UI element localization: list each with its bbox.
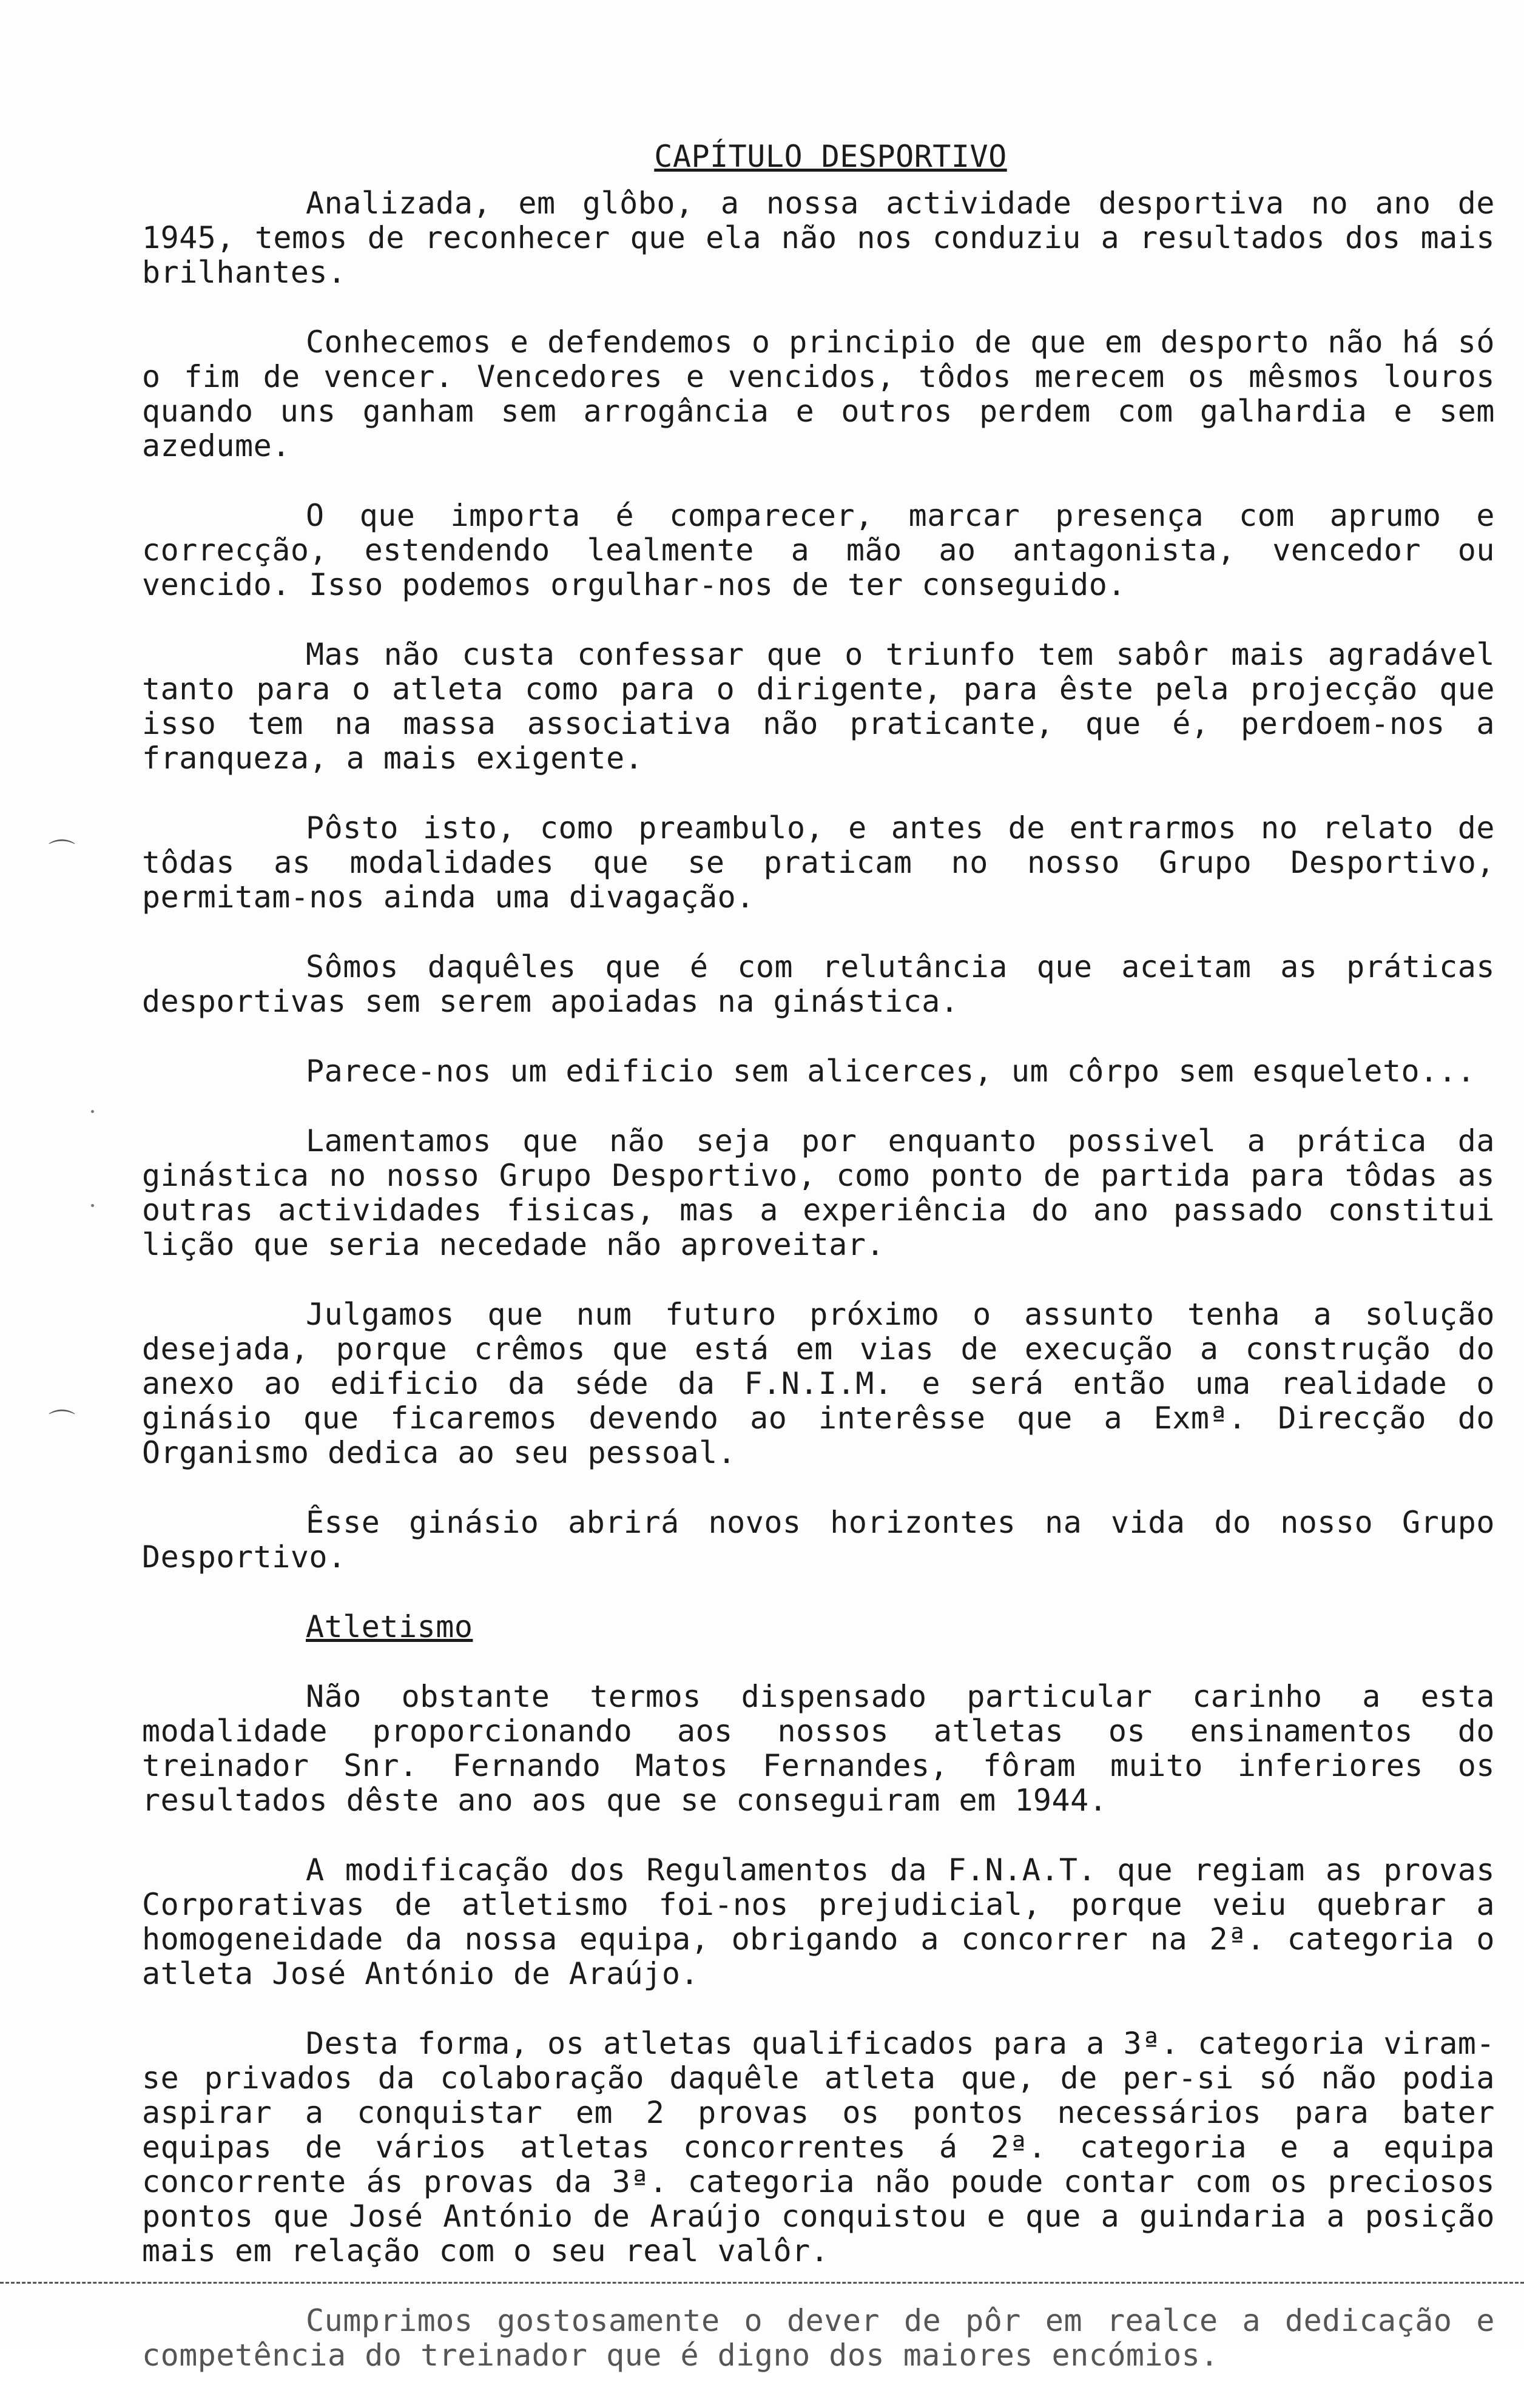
paragraph: Êsse ginásio abrirá novos horizontes na vida do nosso Grupo Desportivo.	[142, 1505, 1495, 1575]
paragraph: Pôsto isto, como preambulo, e antes de entrarmos no relato de tôdas as modalidades que se praticam no nosso Grupo Desportivo, permitam-nos ainda uma divagação.	[142, 810, 1495, 915]
paragraph: Desta forma, os atletas qualificados para a 3ª. categoria viram-se privados da colaboração daquêle atleta que, de per-si só não podia aspirar a conquistar em 2 provas os pontos necessários para bater equipas de vários atletas concorrentes á 2ª. categoria e a equipa concorrente ás provas da 3ª. categoria não poude contar com os preciosos pontos que José António de Araújo conquistou e que a guindaria a posição mais em relação com o seu real valôr.	[142, 2026, 1495, 2268]
bottom-edge-rule	[0, 2282, 1524, 2285]
paragraph: Conhecemos e defendemos o principio de que em desporto não há só o fim de vencer. Vencedores e vencidos, tôdos merecem os mêsmos louros quando uns ganham sem arrogância e outros perdem com galhardia e sem azedume.	[142, 325, 1495, 463]
paragraph: A modificação dos Regulamentos da F.N.A.T. que regiam as provas Corporativas de atletismo foi-nos prejudicial, porque veiu quebrar a homogeneidade da nossa equipa, obrigando a concorrer na 2ª. categoria o atleta José António de Araújo.	[142, 1852, 1495, 1991]
margin-mark-icon: ⌒	[49, 1408, 75, 1439]
page-title: CAPÍTULO DESPORTIVO	[654, 139, 1007, 174]
margin-dot-icon	[91, 1110, 94, 1113]
paragraph: Analizada, em glôbo, a nossa actividade desportiva no ano de 1945, temos de reconhecer que ela não nos conduziu a resultados dos mais brilhantes.	[142, 186, 1495, 290]
paragraph: Mas não custa confessar que o triunfo tem sabôr mais agradável tanto para o atleta como para o dirigente, para êste pela projecção que isso tem na massa associativa não praticante, que é, perdoem-nos a franqueza, a mais exigente.	[142, 637, 1495, 776]
paragraph: Parece-nos um edificio sem alicerces, um côrpo sem esqueleto...	[306, 1054, 1475, 1089]
paragraph: Cumprimos gostosamente o dever de pôr em realce a dedicação e competência do treinador que é digno dos maiores encómios.	[142, 2303, 1495, 2373]
paragraph: O que importa é comparecer, marcar presença com aprumo e correcção, estendendo lealmente a mão ao antagonista, vencedor ou vencido. Isso podemos orgulhar-nos de ter conseguido.	[142, 498, 1495, 602]
section-heading: Atletismo	[306, 1609, 473, 1644]
paragraph: Sômos daquêles que é com relutância que aceitam as práticas desportivas sem serem apoiadas na ginástica.	[142, 949, 1495, 1019]
paragraph: Julgamos que num futuro próximo o assunto tenha a solução desejada, porque crêmos que está em vias de execução a construção do anexo ao edificio da séde da F.N.I.M. e será então uma realidade o ginásio que ficaremos devendo ao interêsse que a Exmª. Direcção do Organismo dedica ao seu pessoal.	[142, 1297, 1495, 1470]
margin-mark-icon: ⌒	[49, 838, 75, 869]
paragraph: Não obstante termos dispensado particular carinho a esta modalidade proporcionando aos nossos atletas os ensinamentos do treinador Snr. Fernando Matos Fernandes, fôram muito inferiores os resultados dêste ano aos que se conseguiram em 1944.	[142, 1679, 1495, 1818]
typed-document	[142, 140, 1495, 2408]
paragraph: Lamentamos que não seja por enquanto possivel a prática da ginástica no nosso Grupo Desportivo, como ponto de partida para tôdas as outras actividades fisicas, mas a experiência do ano passado constitui lição que seria necedade não aproveitar.	[142, 1123, 1495, 1262]
margin-dot-icon	[91, 1204, 94, 1207]
